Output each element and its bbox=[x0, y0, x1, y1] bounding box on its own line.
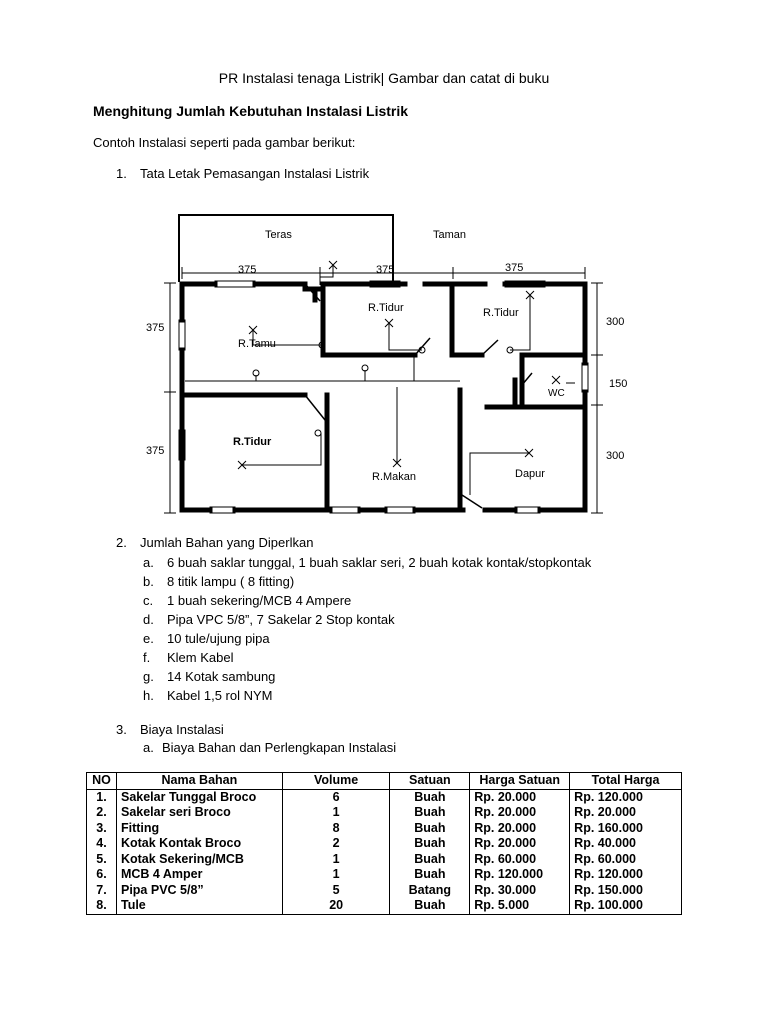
section-3-number: 3. bbox=[116, 722, 127, 737]
table-row: 5. Kotak Sekering/MCB 1 Buah Rp. 60.000 Rp. 60.000 bbox=[87, 852, 682, 868]
materials-list bbox=[143, 553, 591, 705]
cost-table bbox=[86, 772, 682, 915]
list-item: a. 6 buah saklar tunggal, 1 buah saklar seri, 2 buah kotak kontak/stopkontak bbox=[143, 555, 592, 570]
section-3-title: Biaya Instalasi bbox=[140, 722, 224, 737]
dim-top-1: 375 bbox=[238, 264, 257, 276]
room-label-wc: WC bbox=[548, 388, 565, 399]
col-header-satuan: Satuan bbox=[390, 773, 470, 790]
list-item: h. Kabel 1,5 rol NYM bbox=[143, 688, 273, 703]
dim-left-2: 375 bbox=[146, 445, 165, 457]
list-item: f. Klem Kabel bbox=[143, 650, 234, 665]
col-header-nama-bahan: Nama Bahan bbox=[116, 773, 282, 790]
table-row: 7. Pipa PVC 5/8” 5 Batang Rp. 30.000 Rp. 150.000 bbox=[87, 883, 682, 899]
section-3-heading bbox=[116, 722, 224, 737]
room-label-dapur: Dapur bbox=[515, 468, 545, 480]
room-label-r-tidur-1: R.Tidur bbox=[368, 302, 404, 314]
dim-right-3: 300 bbox=[606, 450, 625, 462]
wiring bbox=[242, 265, 575, 495]
list-item: d. Pipa VPC 5/8”, 7 Sakelar 2 Stop kontak bbox=[143, 612, 395, 627]
dim-right-1: 300 bbox=[606, 316, 625, 328]
room-label-r-tamu: R.Tamu bbox=[238, 338, 276, 350]
room-label-r-tidur-2: R.Tidur bbox=[483, 307, 519, 319]
label-teras: Teras bbox=[265, 229, 292, 241]
list-item: g. 14 Kotak sambung bbox=[143, 669, 276, 684]
floor-plan-diagram bbox=[130, 205, 650, 515]
table-row: 2. Sakelar seri Broco 1 Buah Rp. 20.000 Rp. 20.000 bbox=[87, 805, 682, 821]
room-label-r-tidur-3: R.Tidur bbox=[233, 436, 272, 448]
intro-text: Contoh Instalasi seperti pada gambar berikut: bbox=[93, 135, 356, 150]
section-2-title: Jumlah Bahan yang Diperlkan bbox=[140, 535, 314, 550]
dim-left-1: 375 bbox=[146, 322, 165, 334]
dim-top-2: 375 bbox=[376, 264, 395, 276]
list-item: c. 1 buah sekering/MCB 4 Ampere bbox=[143, 593, 352, 608]
col-header-volume: Volume bbox=[282, 773, 390, 790]
table-row: 3. Fitting 8 Buah Rp. 20.000 Rp. 160.000 bbox=[87, 821, 682, 837]
section-1-heading bbox=[116, 166, 369, 181]
col-header-harga-satuan: Harga Satuan bbox=[470, 773, 570, 790]
col-header-total-harga: Total Harga bbox=[570, 773, 682, 790]
label-taman: Taman bbox=[433, 229, 467, 241]
table-row: 4. Kotak Kontak Broco 2 Buah Rp. 20.000 Rp. 40.000 bbox=[87, 836, 682, 852]
section-1-title: Tata Letak Pemasangan Instalasi Listrik bbox=[140, 166, 370, 181]
list-item: b. 8 titik lampu ( 8 fitting) bbox=[143, 574, 295, 589]
section-1-number: 1. bbox=[116, 166, 127, 181]
room-label-r-makan: R.Makan bbox=[372, 471, 417, 483]
dim-top-3: 375 bbox=[505, 262, 524, 274]
table-row: 1. Sakelar Tunggal Broco 6 Buah Rp. 20.000 Rp. 120.000 bbox=[87, 789, 682, 805]
section-2-heading bbox=[116, 535, 313, 550]
table-row: 8. Tule 20 Buah Rp. 5.000 Rp. 100.000 bbox=[87, 898, 682, 914]
col-header-no: NO bbox=[87, 773, 117, 790]
section-2-number: 2. bbox=[116, 535, 127, 550]
list-item: e. 10 tule/ujung pipa bbox=[143, 631, 270, 646]
table-header-row bbox=[87, 773, 682, 790]
terrace-outline bbox=[179, 215, 393, 282]
table-row: 6. MCB 4 Amper 1 Buah Rp. 120.000 Rp. 120.000 bbox=[87, 867, 682, 883]
section-heading: Menghitung Jumlah Kebutuhan Instalasi Listrik bbox=[93, 103, 409, 119]
lamp-points bbox=[238, 261, 560, 469]
dim-right-2: 150 bbox=[609, 378, 628, 390]
page-title: PR Instalasi tenaga Listrik| Gambar dan catat di buku bbox=[218, 70, 550, 86]
section-3-subheading: a. Biaya Bahan dan Perlengkapan Instalasi bbox=[143, 740, 397, 755]
